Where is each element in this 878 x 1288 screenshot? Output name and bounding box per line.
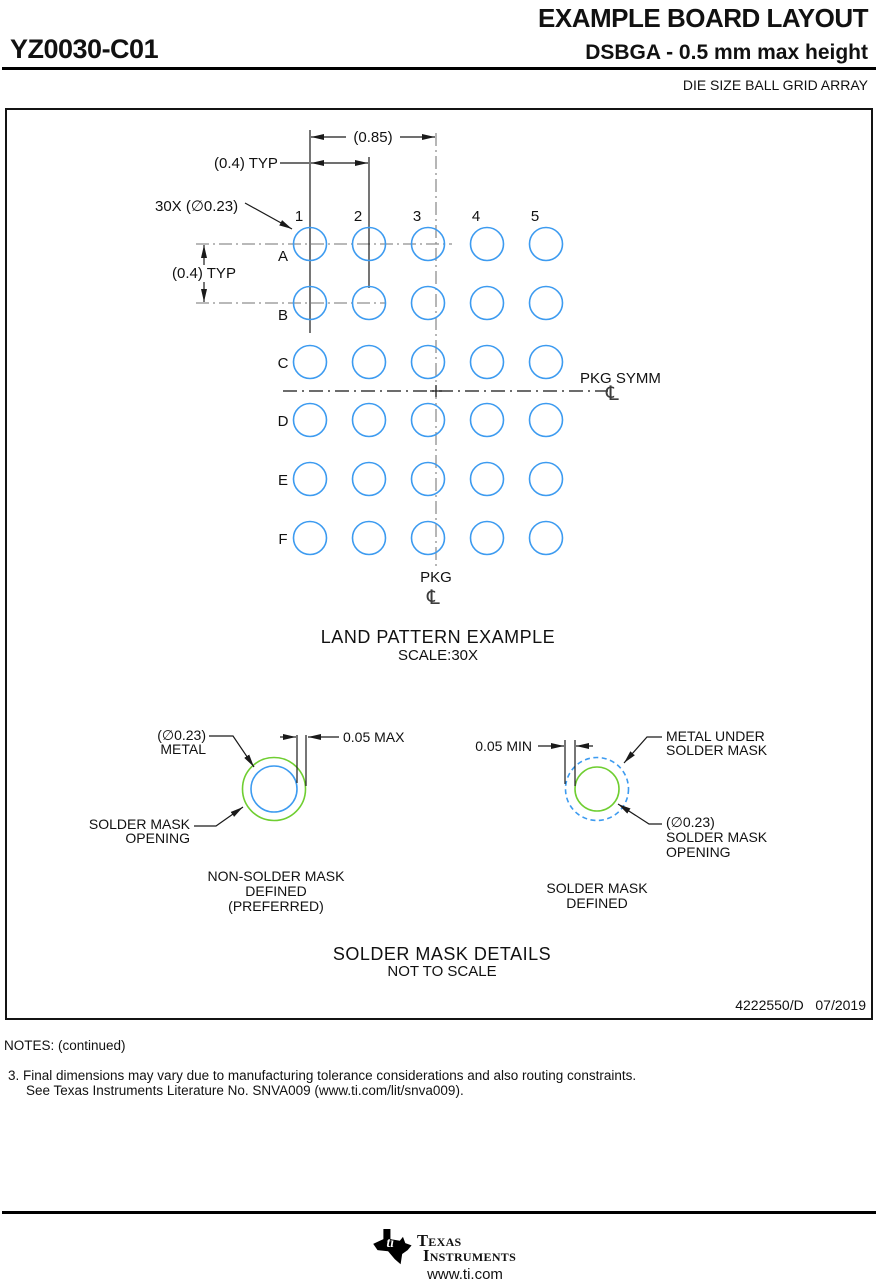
nsmd-metal-diameter: (∅0.23): [157, 727, 206, 743]
ball-B5: [530, 287, 563, 320]
row-label-f: F: [278, 531, 288, 548]
smd-opening-label-3: OPENING: [666, 844, 731, 860]
ball-D5: [530, 404, 563, 437]
centerline-symbol-pkg: ℄: [427, 585, 440, 609]
ball-A4: [471, 228, 504, 261]
footer-rule: [2, 1211, 876, 1214]
ball-E1: [294, 463, 327, 496]
nsmd-caption-1: NON-SOLDER MASK: [207, 868, 345, 884]
notes-heading: NOTES: (continued): [4, 1038, 126, 1053]
smd-caption-1: SOLDER MASK: [546, 880, 648, 896]
smd-metal-label-2: SOLDER MASK: [666, 742, 768, 758]
nsmd-max-dim: 0.05 MAX: [343, 729, 405, 745]
ball-C5: [530, 346, 563, 379]
ball-D2: [353, 404, 386, 437]
col-label-2: 2: [353, 208, 363, 225]
ball-D3: [412, 404, 445, 437]
smd-min-dim: 0.05 MIN: [475, 738, 532, 754]
ball-E2: [353, 463, 386, 496]
package-info: DSBGA - 0.5 mm max height: [585, 41, 868, 64]
ball-C3: [412, 346, 445, 379]
dim-0-4-typ-top: (0.4) TYP: [214, 155, 278, 172]
smd-metal-label-1: METAL UNDER: [666, 728, 765, 744]
ball-D1: [294, 404, 327, 437]
solder-mask-scale-note: NOT TO SCALE: [387, 963, 497, 980]
dim-0-4-typ-left: (0.4) TYP: [167, 265, 241, 282]
ball-D4: [471, 404, 504, 437]
ball-C2: [353, 346, 386, 379]
nsmd-caption-2: DEFINED: [245, 883, 307, 899]
smd-caption-2: DEFINED: [566, 895, 628, 911]
part-number: YZ0030-C01: [10, 34, 159, 64]
row-label-b: B: [277, 307, 288, 324]
ti-website: www.ti.com: [427, 1266, 503, 1283]
solder-mask-details-title: SOLDER MASK DETAILS: [332, 944, 552, 964]
nsmd-caption-3: (PREFERRED): [228, 898, 324, 914]
pkg-label: PKG: [413, 569, 459, 586]
dim-0-85: (0.85): [346, 129, 400, 146]
ball-C4: [471, 346, 504, 379]
package-type: DIE SIZE BALL GRID ARRAY: [682, 77, 868, 93]
ti-logo-text-line-1: Texas: [417, 1231, 462, 1250]
ball-A5: [530, 228, 563, 261]
land-pattern-scale: SCALE:30X: [397, 647, 479, 664]
nsmd-detail: [194, 735, 339, 826]
centerlines: [196, 133, 608, 573]
ball-C1: [294, 346, 327, 379]
ball-B3: [412, 287, 445, 320]
col-label-3: 3: [412, 208, 422, 225]
row-label-c: C: [277, 355, 289, 372]
centerline-symbol-pkg-symm: ℄: [606, 381, 619, 405]
nsmd-metal-label: METAL: [160, 741, 206, 757]
nsmd-opening-label-2: OPENING: [125, 830, 190, 846]
ti-logo-text-line-2: Instruments: [423, 1246, 517, 1265]
ball-F2: [353, 522, 386, 555]
ball-diameter-callout: 30X (∅0.23): [155, 198, 239, 215]
ball-F4: [471, 522, 504, 555]
pkg-symm-label: PKG SYMM: [580, 370, 661, 387]
smd-opening-diameter: (∅0.23): [666, 814, 715, 830]
smd-opening-label-2: SOLDER MASK: [666, 829, 768, 845]
ball-F5: [530, 522, 563, 555]
land-pattern-title: LAND PATTERN EXAMPLE: [320, 627, 556, 647]
note-3-line-1: 3. Final dimensions may vary due to manufacturing tolerance considerations and also routing constraints.: [8, 1068, 637, 1083]
svg-text:ti: ti: [386, 1235, 394, 1250]
col-label-4: 4: [471, 208, 481, 225]
drawing-number: 4222550/D 07/2019: [735, 997, 866, 1013]
ball-E3: [412, 463, 445, 496]
col-label-1: 1: [294, 208, 304, 225]
page-title: EXAMPLE BOARD LAYOUT: [538, 3, 868, 33]
nsmd-opening-label-1: SOLDER MASK: [88, 816, 190, 832]
col-label-5: 5: [530, 208, 540, 225]
smd-detail: [538, 737, 662, 824]
ball-E4: [471, 463, 504, 496]
note-3-line-2: See Texas Instruments Literature No. SNVA009 (www.ti.com/lit/snva009).: [26, 1083, 464, 1098]
row-label-d: D: [277, 413, 289, 430]
ti-logo-icon: [372, 1229, 412, 1265]
ball-F3: [412, 522, 445, 555]
ball-F1: [294, 522, 327, 555]
row-label-e: E: [277, 472, 288, 489]
ball-B4: [471, 287, 504, 320]
row-label-a: A: [277, 248, 288, 265]
ball-E5: [530, 463, 563, 496]
